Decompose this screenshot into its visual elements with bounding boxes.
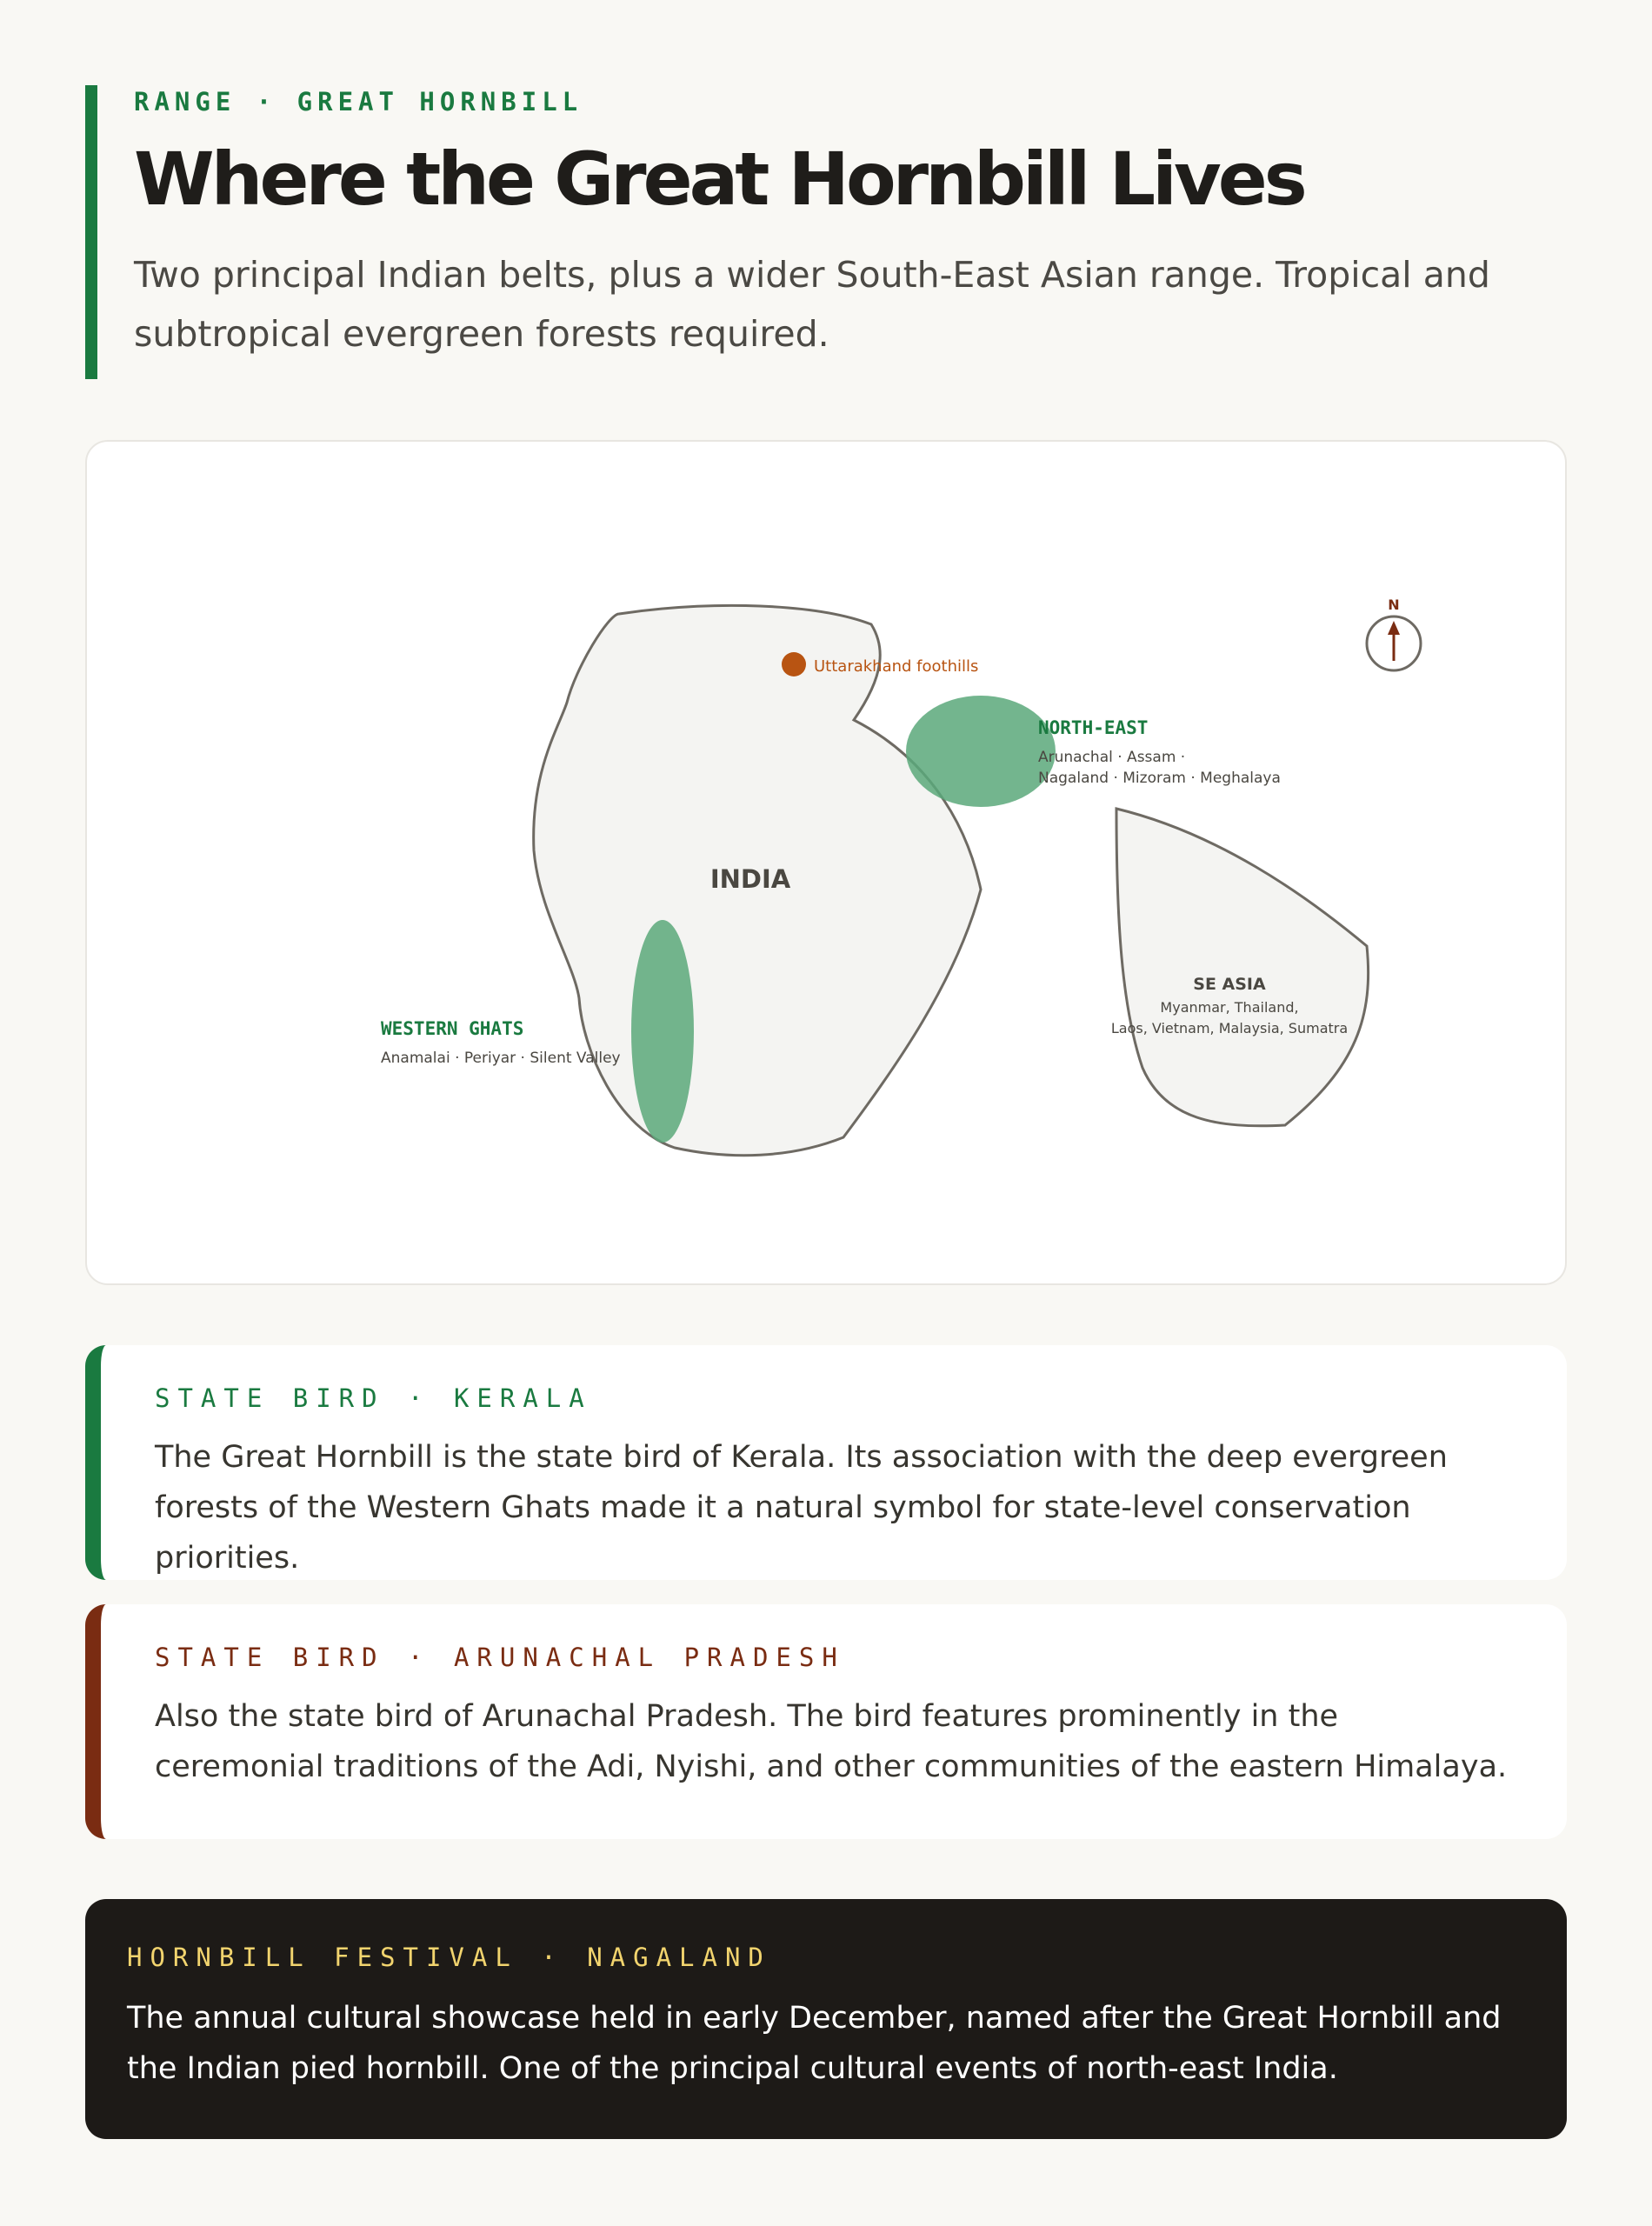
se-asia-landmass xyxy=(1116,809,1369,1126)
uttarakhand-point xyxy=(782,652,806,676)
kerala-card-text: The Great Hornbill is the state bird of Kerala. Its association with the deep evergreen forests of the Western Ghats made it a natural symbol for state-level conservation priorities. xyxy=(155,1440,1448,1576)
se-asia-countries-line2: Laos, Vietnam, Malaysia, Sumatra xyxy=(1110,1020,1349,1036)
india-label: INDIA xyxy=(709,864,791,894)
north-east-states-line1: Arunachal · Assam · xyxy=(1038,749,1186,766)
page-subtitle: Two principal Indian belts, plus a wider South-East Asian range. Tropical and subtropical evergreen forests required. xyxy=(134,254,1490,355)
festival-card-text: The annual cultural showcase held in early December, named after the Great Hornbill and the Indian pied hornbill. One of the principal cultural events of north-east India. xyxy=(127,2001,1502,2086)
compass-icon xyxy=(1367,596,1421,670)
western-ghats-sites: Anamalai · Periyar · Silent Valley xyxy=(381,1050,621,1067)
hornbill-festival-card xyxy=(85,1899,1567,2139)
section-eyebrow: RANGE · GREAT HORNBILL xyxy=(134,87,583,117)
kerala-state-bird-card xyxy=(85,1345,1567,1580)
arunachal-state-bird-card xyxy=(85,1604,1567,1839)
page-title: Where the Great Hornbill Lives xyxy=(134,137,1304,222)
western-ghats-title: WESTERN GHATS xyxy=(381,1018,524,1039)
page-header xyxy=(85,85,1563,379)
se-asia-countries-line1: Myanmar, Thailand, xyxy=(1160,999,1299,1016)
western-ghats-range xyxy=(631,920,694,1143)
uttarakhand-label: Uttarakhand foothills xyxy=(814,657,979,676)
north-east-range xyxy=(906,696,1056,807)
north-east-states-line2: Nagaland · Mizoram · Meghalaya xyxy=(1038,770,1281,787)
kerala-card-label: STATE BIRD · KERALA xyxy=(155,1383,592,1413)
festival-card-label: HORNBILL FESTIVAL · NAGALAND xyxy=(127,1943,771,1972)
se-asia-title: SE ASIA xyxy=(1193,975,1266,994)
north-east-title: NORTH-EAST xyxy=(1038,717,1149,738)
range-map xyxy=(87,442,1567,1285)
range-map-card xyxy=(85,440,1567,1285)
arunachal-card-text: Also the state bird of Arunachal Pradesh. The bird features prominently in the ceremonial traditions of the Adi, Nyishi, and other communities of the eastern Himalaya. xyxy=(155,1699,1508,1784)
compass-north-label: N xyxy=(1388,596,1400,613)
arunachal-card-label: STATE BIRD · ARUNACHAL PRADESH xyxy=(155,1643,845,1672)
